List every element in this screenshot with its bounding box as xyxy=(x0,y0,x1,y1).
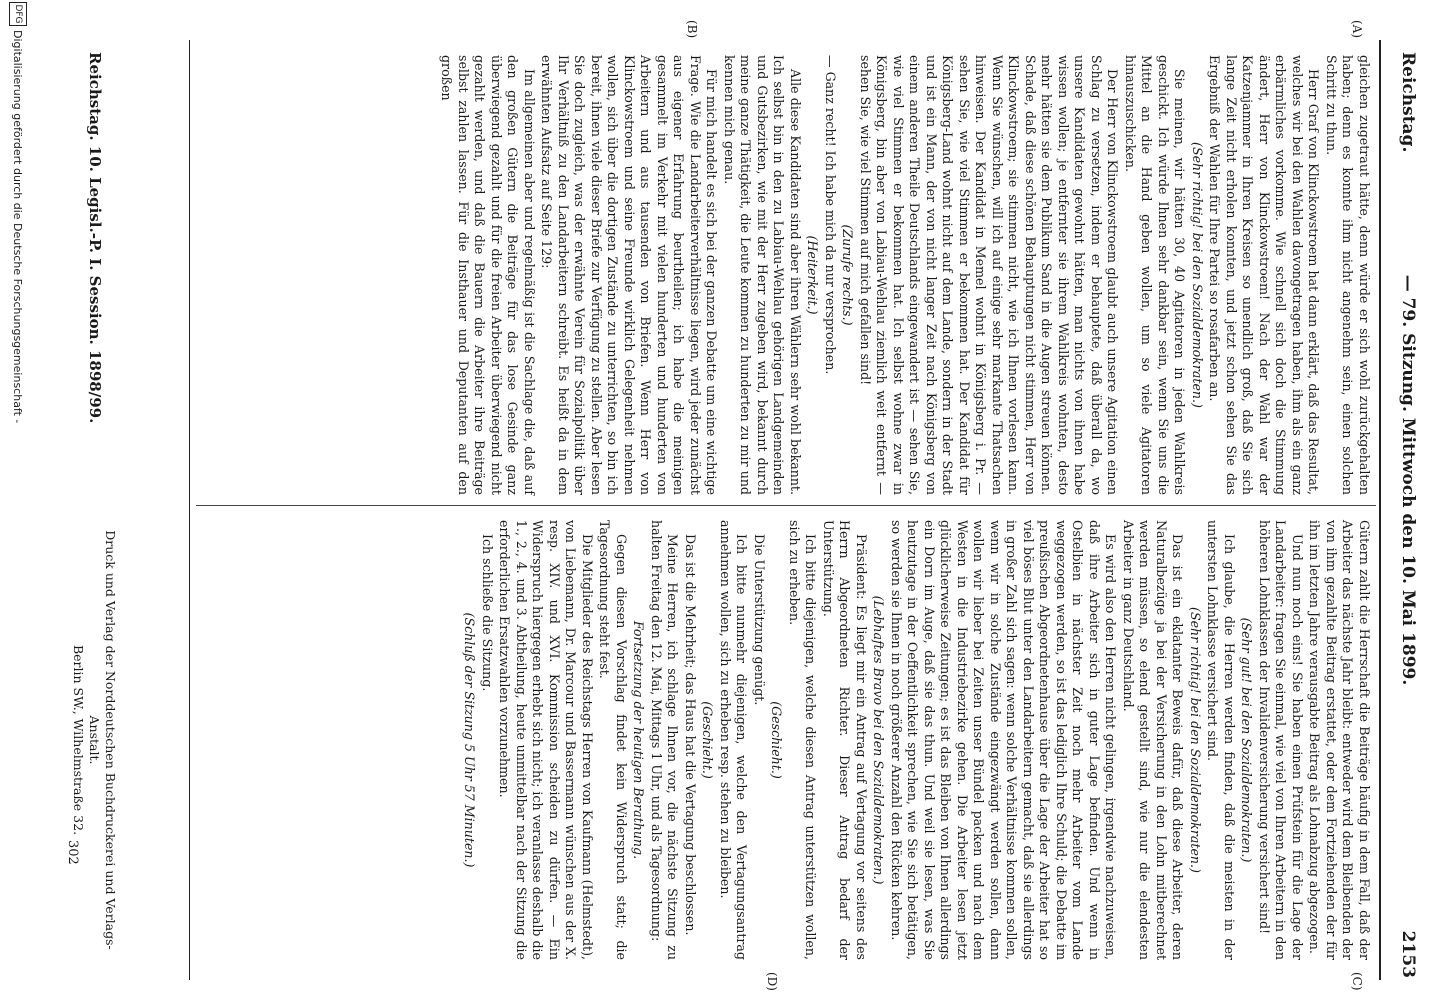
publisher-line-1: Druck und Verlag der Norddeutschen Buchdruckerei und Verlags-Anstalt. xyxy=(87,530,118,950)
paragraph: Gegen diesen Vorschlag findet kein Widerspruch statt; die Tagesordnung steht fest. xyxy=(597,520,629,960)
header-page-number: 2153 xyxy=(1398,930,1418,978)
paragraph: Alle diese Kandidaten sind aber ihren Wählern sehr wohl bekannt. Ich selbst bin in den zu Labiau-Wehlau gehörigen Landgemeinden und Gutsbezirken, wie mit der Herr zugeben wird, bekannt durch meine ganze Thätigkeit, die Leute kommen zu hunderten zu mir und kennen mich genau. xyxy=(722,55,803,495)
paragraph: Es wird also den Herren nicht gelingen, irgendwie nachzuweisen, daß ihre Arbeiter sich in guter Lage befinden. Und wenn in Ostelbien in nächster Zeit noch mehr Arbeiter vom Lande weggezogen werden, so ist das lediglich Ihre Schuld; die Debatte im preußischen Abgeordnetenhause über die Lage der Arbeiter hat so viel böses Blut unter den Landarbeitern gemacht, daß sie allerdings in großer Zahl sich sagen: wenn solche Verhältnisse kommen sollen, wenn wir in solche Zustände eingezwängt werden sollen, dann wollen wir lieber bei Zeiten unser Bündel packen und nach dem Westen in die Industriebezirke gehen. Die Arbeiter lesen jetzt glücklicherweise Zeitungen; es ist das Bleiben von Ihnen allerdings ein Dorn im Auge, daß sie das thun. Und weil sie lesen, was Sie heutzutage in der Oeffentlichkeit sprechen, wie Sie sich betätigen, so werden sie Ihnen in noch größerer Anzahl den Rücken kehren. xyxy=(889,520,1119,960)
digitization-note: Digitalisierung gefördert durch die Deutsche Forschungsgemeinschaft - xyxy=(11,30,24,424)
agenda-item: Fortsetzung der heutigen Berathung. xyxy=(631,620,647,860)
quote-paragraph: Im allgemeinen aber und regelmäßig ist die Sachlage die, daß auf den großen Gütern die Beiträge für das lose Gesinde ganz überwiegend gezahlt und für die freien Arbeiter überwiegend nicht gezahlt werden, und daß die Bauern die Arbeiter ihre Beiträge selbst zahlen lassen. Für die Insthauer und Deputanten auf den großen xyxy=(439,55,537,495)
marker-c: (C) xyxy=(1350,972,1364,991)
header-left: Reichstag. xyxy=(1398,52,1418,153)
left-column xyxy=(437,55,1372,495)
paragraph: Meine Herren, ich schlage Ihnen vor, die nächste Sitzung zu halten Freitag den 12. Mai, Mittags 1 Uhr, und als Tagesordnung: xyxy=(649,520,681,960)
interjection: (Sehr richtig! bei den Sozialdemokraten.) xyxy=(1190,142,1205,408)
footer-rule xyxy=(189,40,190,980)
marker-b: (B) xyxy=(685,20,699,39)
paragraph: Ich bitte nunmehr diejenigen, welche den Vertagungsantrag annehmen wollen, sich zu erheben resp. stehen zu bleiben. xyxy=(718,520,750,960)
publisher-line-2: Berlin SW., Wilhelmstraße 32. xyxy=(71,644,86,836)
paragraph: gleichen zugetraut hätte, denn würde er sich wohl zurückgehalten haben; denn es konnte ihm nicht angenehm sein, einen solchen Schritt zu thun. xyxy=(1324,55,1372,495)
paragraph: Für mich handelt es sich bei der ganzen Debatte um eine wichtige Frage. Wie die Landarbeiterverhältnisse liegen, wird jeder zunächst aus eigener Erfahrung beurtheilen; ich habe die meinigen gesammelt im Verkehr mit vielen hunderten und hunderten von Arbeitern und aus tausenden von Briefen. Wenn Herr von Klinckowstroem und seine Freunde wirklich Gelegenheit nehmen wollen, sich über die dortigen Zustände zu unterrichten, so bin ich bereit, ihnen viele dieser Briefe zur Verfügung zu stellen. Aber lesen Sie doch zugleich, was der erwähnte Verein für Sozialpolitik über Ihr Verhältniß zu den Landarbeitern schreibt. Es heißt da in dem erwähnten Aufsatz auf Seite 129: xyxy=(539,55,720,495)
marker-d: (D) xyxy=(765,972,779,991)
right-column xyxy=(460,520,1372,960)
interjection: (Zurufe rechts.) xyxy=(840,224,856,326)
interjection: (Heiterkeit.) xyxy=(805,235,821,315)
dfg-logo-icon: DFG xyxy=(9,2,27,26)
interjection: (Lebhaftes Bravo bei den Sozialdemokraten.) xyxy=(871,595,887,885)
interjection: (Geschieht.) xyxy=(700,701,716,779)
paragraph: Die Unterstützung genügt. xyxy=(752,534,767,706)
closing-note: (Schluß der Sitzung 5 Uhr 57 Minuten.) xyxy=(462,612,478,868)
paragraph: Und nun noch eins! Sie haben einen Prüfstein für die Lage der Landarbeiter: fragen Sie einmal, wie viel von Ihren Arbeitern in den höheren Lohnklassen der Invalidenversicherung versichert sind! xyxy=(1257,520,1305,960)
paragraph: Ich bitte diejenigen, welche diesen Antrag unterstützen wollen, sich zu erheben. xyxy=(787,520,819,960)
paragraph: Herr Graf von Klinckowstroem hat dann erklärt, daß das Resultat, welches wir bei den Wahlen davongetragen haben, ihm als ein ganz erbärmliches vorkomme. Wie schnell sich doch die Stimmung ändert, Herr von Klinckowstroem! Nach der Wahl war der Katzenjammer in Ihren Kreisen so unendlich groß, daß Sie sich lange Zeit nicht erholen konnten, und jetzt schon sehen Sie das Ergebniß der Wahlen für Ihre Partei so rosafarben an. xyxy=(1207,55,1322,495)
footer-page-number: 302 xyxy=(65,840,80,865)
paragraph: Das ist ein eklatanter Beweis dafür, daß diese Arbeiter, deren Naturalbezüge ja bei der Versicherung in den Lohn mitberechnet werden müssen, so elend gestellt sind, wie nur die elendesten Arbeiter in ganz Deutschland. xyxy=(1121,520,1186,960)
footer-publisher xyxy=(70,520,118,960)
paragraph: — Ganz recht! Ich habe mich da nur versprochen. xyxy=(823,55,838,375)
header-title: — 79. Sitzung. Mittwoch den 10. Mai 1899. xyxy=(1398,274,1418,686)
paragraph: Ich schließe die Sitzung. xyxy=(480,534,495,692)
paragraph: Das ist die Mehrheit; das Haus hat die Vertagung beschlossen. xyxy=(683,534,698,936)
interjection: (Sehr gut! bei den Sozialdemokraten.) xyxy=(1239,617,1255,863)
interjection: (Geschieht.) xyxy=(769,701,785,779)
marker-a: (A) xyxy=(1350,20,1364,39)
interjection: (Sehr richtig! bei den Sozialdemokraten.) xyxy=(1188,607,1203,873)
footer-session-info: Reichstag. 10. Legisl.-P. I. Session. 1898/99. xyxy=(86,52,104,424)
paragraph: Die Mitglieder des Reichstags Herren von Kaufmann (Helmstedt), von Liebemann, Dr. Marcour und Bassermann wünschen aus der X. resp. XIV. und XVI. Kommission scheiden zu dürfen. — Ein Widerspruch hiergegen erhebt sich nicht; ich veranlasse deshalb die 1., 2., 4. und 3. Abtheilung, heute unmittelbar nach der Sitzung die erforderlichen Ersatzwahlen vorzunehmen. xyxy=(497,520,595,960)
column-divider xyxy=(196,505,1376,506)
paragraph: Sie meinen, wir hätten 30, 40 Agitatoren in jeden Wahlkreis geschickt. Ich würde Ihnen sehr dankbar sein, wenn Sie uns die Mittel an die Hand geben wollen, um so viele Agitatoren hinauszuschicken. xyxy=(1123,55,1188,495)
paragraph: Präsident: Es liegt mir ein Antrag auf Vertagung vor seitens des Herrn Abgeordneten Richter. Dieser Antrag bedarf der Unterstützung. xyxy=(821,520,869,960)
paragraph: Der Herr von Klinckowstroem glaubt auch unsere Agitation einen Schlag zu versetzen, indem er behauptete, daß überall da, wo unsere Kandidaten gewohnt hätten, man nichts von ihnen habe wissen wollen; je entfernter sie ihrem Wahlkreis wohnten, desto mehr hätten sie dem Publikum Sand in die Augen streuen können. Schade, daß diese schönen Behauptungen nicht stimmen, Herr von Klinckowstroem; sie stimmen nicht, wie ich Ihnen vorlesen kann. Wenn Sie wünschen, will ich auf einige sehr markante Thatsachen hinweisen. Der Kandidat in Memel wohnt in Königsberg i. Pr. — sehen Sie, wie viel Stimmen er bekommen hat. Der Kandidat für Königsberg-Land wohnt nicht auf dem Lande, sondern in der Stadt und ist ein Mann, der von nicht langer Zeit nach Königsberg von einem anderen Theile Deutschlands eingewandert ist — sehen Sie, wie viel Stimmen er bekommen hat. Ich selbst wohne zwar in Königsberg, bin aber von Labiau-Wehlau ziemlich weit entfernt — sehen Sie, wie viel Stimmen auf mich gefallen sind! xyxy=(858,55,1121,495)
quote-paragraph: Gütern zahlt die Herrschaft die Beiträge häufig in dem Fall, daß der Arbeiter das nächste Jahr bleibt: entweder wird dem Bleibenden der von ihm gezahlte Beitrag erstattet, oder dem Fortziehenden der für ihn im letzten Jahre verausgabte Beitrag als Lohnabzug abgezogen. xyxy=(1307,520,1372,960)
header-rule xyxy=(1379,40,1381,980)
paragraph: Ich glaube, die Herren werden finden, daß die meisten in der untersten Lohnklasse versichert sind. xyxy=(1205,520,1237,960)
